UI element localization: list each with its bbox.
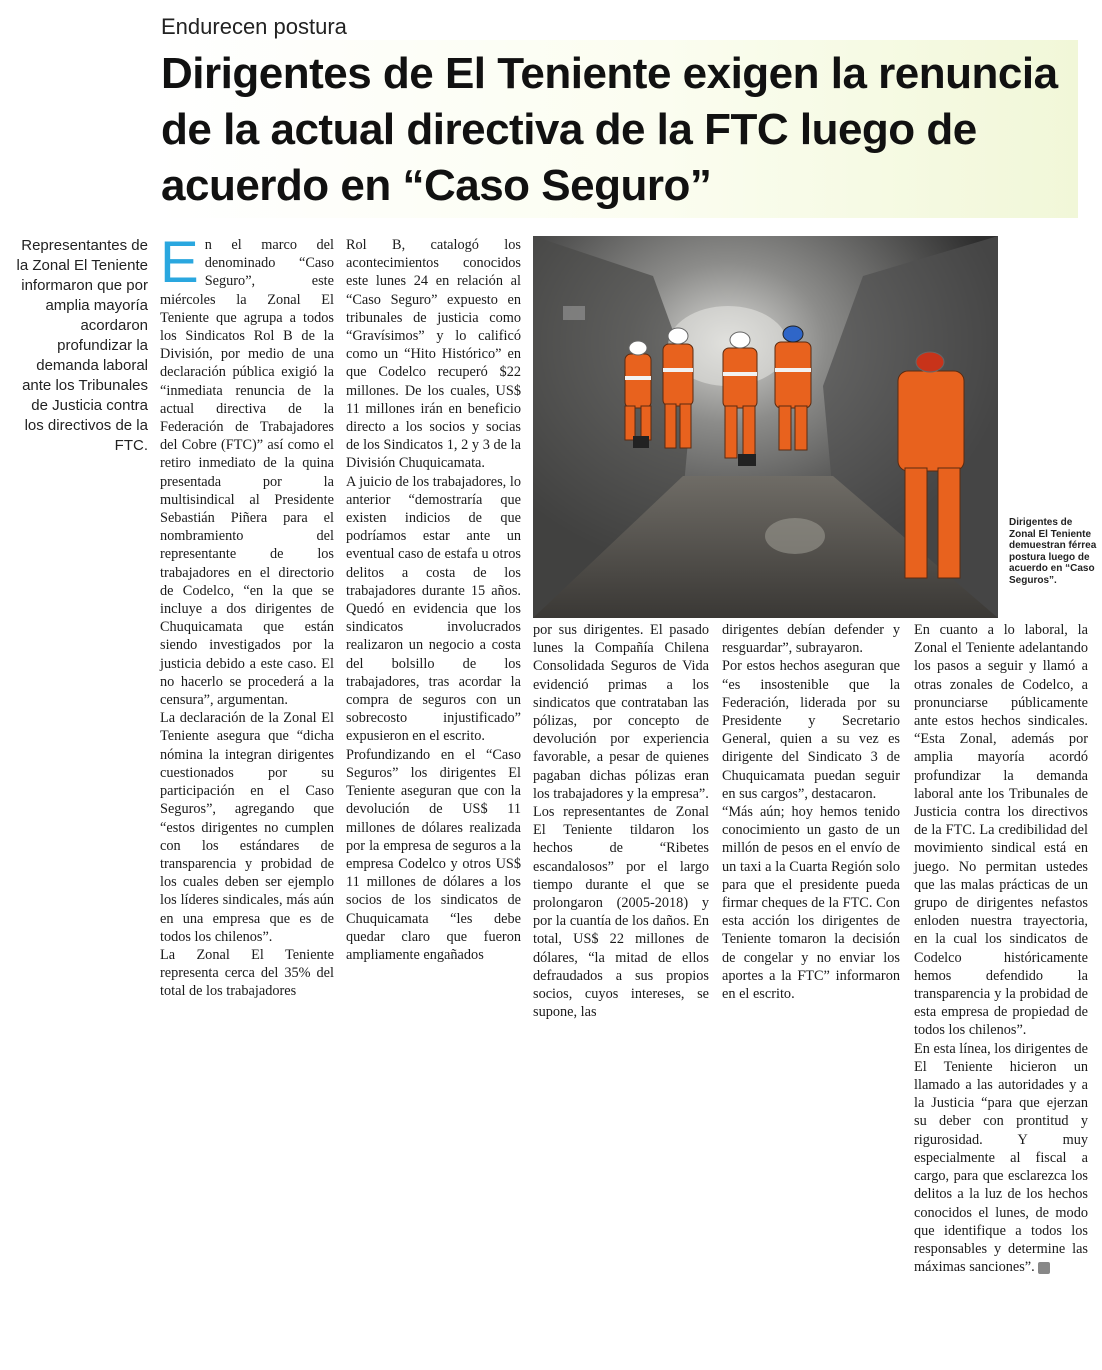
photo-caption: Dirigentes de Zonal El Teniente demuestran férrea postura luego de acuerdo en “Caso Seguros”. bbox=[1009, 517, 1097, 586]
article-column-3 bbox=[533, 621, 709, 1021]
paragraph: por sus dirigentes. El pasado lunes la Compañía Chilena Consolidada Seguros de Vida evidenció primas a los sindicatos que contrataban las pólizas, por concepto de devolución por experiencia favorable, a pesar de quienes pagaban dichas pólizas eran los trabajadores y la empresa”. bbox=[533, 622, 709, 802]
article-deck: Representantes de la Zonal El Teniente informaron que por amplia mayoría acordaron profundizar la demanda laboral ante los Tribunales de Justicia contra los directivos de la FTC. bbox=[16, 237, 148, 454]
paragraph bbox=[914, 1040, 1088, 1277]
paragraph: A juicio de los trabajadores, lo anterior “demostraría que existen indicios de que podríamos estar ante un eventual caso de estafa u otros delitos a costa de los trabajadores durante 15 años. Quedó en evidencia que los sindicatos involucrados realizaron un negocio a costa del bolsillo de los trabajadores, tras acordar la compra de seguros con un sobrecosto injustificado” expusieron en el escrito. bbox=[346, 473, 521, 745]
paragraph: n el marco del denominado “Caso Seguro”, este miércoles la Zonal El Teniente que agrupa a todos los Sindicatos Rol B de la División, por medio de una declaración pública exigió la “inmediata renuncia de la actual directiva de la Federación de Trabajadores del Cobre (FTC)” así como el retiro inmediato de la quina presentada por la multisindical al Presidente Sebastián Piñera para el nombramiento del representante de los trabajadores en el directorio de Codelco, “en la que se incluye a dos dirigentes de Chuquicamata que están siendo investigados por la justicia debido a este caso. El no hacerlo se procederá a la censura”, argumentan. bbox=[160, 237, 334, 709]
article-kicker: Endurecen postura bbox=[161, 14, 347, 39]
paragraph: Los representantes de Zonal El Teniente tildaron los hechos de “Ribetes escandalosos” por el largo tiempo durante el que se prolongaron (2005-2018) y por la cuantía de los daños. En total, US$ 22 millones de dólares, “la mitad de ellos defraudados a sus propios socios, cuyos intereses, se supone, las bbox=[533, 804, 709, 1021]
paragraph: Profundizando en el “Caso Seguros” los dirigentes El Teniente aseguran que con la devolución de US$ 11 millones de dólares realizada por la empresa de seguros a la empresa Codelco y otros US$ 11 millones de dólares a los socios de los sindicatos de Chuquicamata “les debe quedar claro que fueron ampliamente engañados bbox=[346, 746, 521, 963]
final-paragraph-text: En esta línea, los dirigentes de El Teniente hicieron un llamado a las autoridades y a la Justicia “para que ejerzan su deber con prontitud y rigurosidad. Y muy especialmente al fiscal a cargo, para que esclarezca los delitos a la luz de los hechos conocidos el lunes, de modo que identifique a todos los responsables y determine las máximas sanciones”. bbox=[914, 1040, 1088, 1276]
end-of-article-icon bbox=[1038, 1262, 1050, 1274]
paragraph: “Más aún; hoy hemos tenido conocimiento un gasto de un millón de pesos en el envío de un taxi a la Cuarta Región solo para que el presidente pueda firmar cheques de la FTC. Con esta acción los dirigentes de Teniente tomaron la decisión de congelar y no enviar los aportes a la FTC” informaron en el escrito. bbox=[722, 804, 900, 1003]
paragraph: En cuanto a lo laboral, la Zonal el Teniente adelantando los pasos a seguir y llamó a otras zonales de Codelco, a pronunciarse públicamente ante estos hechos sindicales. “Esta Zonal, además por amplia mayoría acordó profundizar la demanda laboral ante los Tribunales de Justicia contra los directivos de la FTC. La credibilidad del movimiento sindical está en juego. No permitan ustedes que las malas prácticas de un grupo de dirigentes nefastos enloden nuestra trayectoria, en la cual los sindicatos de Codelco históricamente hemos defendido la transparencia y la probidad de esta empresa de propiedad de todos los chilenos”. bbox=[914, 622, 1088, 1039]
paragraph: dirigentes debían defender y resguardar”, subrayaron. bbox=[722, 622, 900, 657]
paragraph: Por estos hechos aseguran que “es insostenible que la Federación, liderada por su Presidente y Secretario General, quien a su vez es dirigente del Sindicato 3 de Chuquicamata puedan seguir en sus cargos”, destacaron. bbox=[722, 658, 900, 802]
paragraph: La declaración de la Zonal El Teniente asegura que “dicha nómina la integran dirigentes cuestionados por su participación en el Caso Seguros”, agregando que “estos dirigentes no cumplen con los estándares de transparencia y probidad de los cuales deben ser ejemplo los líderes sindicales, más aún en una empresa que es de todos los chilenos”. bbox=[160, 710, 334, 945]
article-column-2 bbox=[346, 236, 521, 964]
drop-cap: E bbox=[160, 230, 199, 295]
paragraph: Rol B, catalogó los acontecimientos conocidos este lunes 24 en relación al “Caso Seguro” expuesto en tribunales de justicia como “Gravísimos” y lo calificó como un “Hito Histórico” en que Codelco recuperó $22 millones. De los cuales, US$ 11 millones irán en beneficio directo a los socios y socias de los Sindicatos 1, 2 y 3 de la División Chuquicamata. bbox=[346, 237, 521, 472]
paragraph: La Zonal El Teniente representa cerca del 35% del total de los trabajadores bbox=[160, 946, 334, 1000]
mine-tunnel-photo bbox=[533, 236, 998, 618]
article-column-1 bbox=[160, 230, 334, 1001]
article-column-5 bbox=[914, 621, 1088, 1276]
article-column-4 bbox=[722, 621, 900, 1003]
article-headline: Dirigentes de El Teniente exigen la renuncia de la actual directiva de la FTC luego de acuerdo en “Caso Seguro” bbox=[161, 49, 1058, 210]
